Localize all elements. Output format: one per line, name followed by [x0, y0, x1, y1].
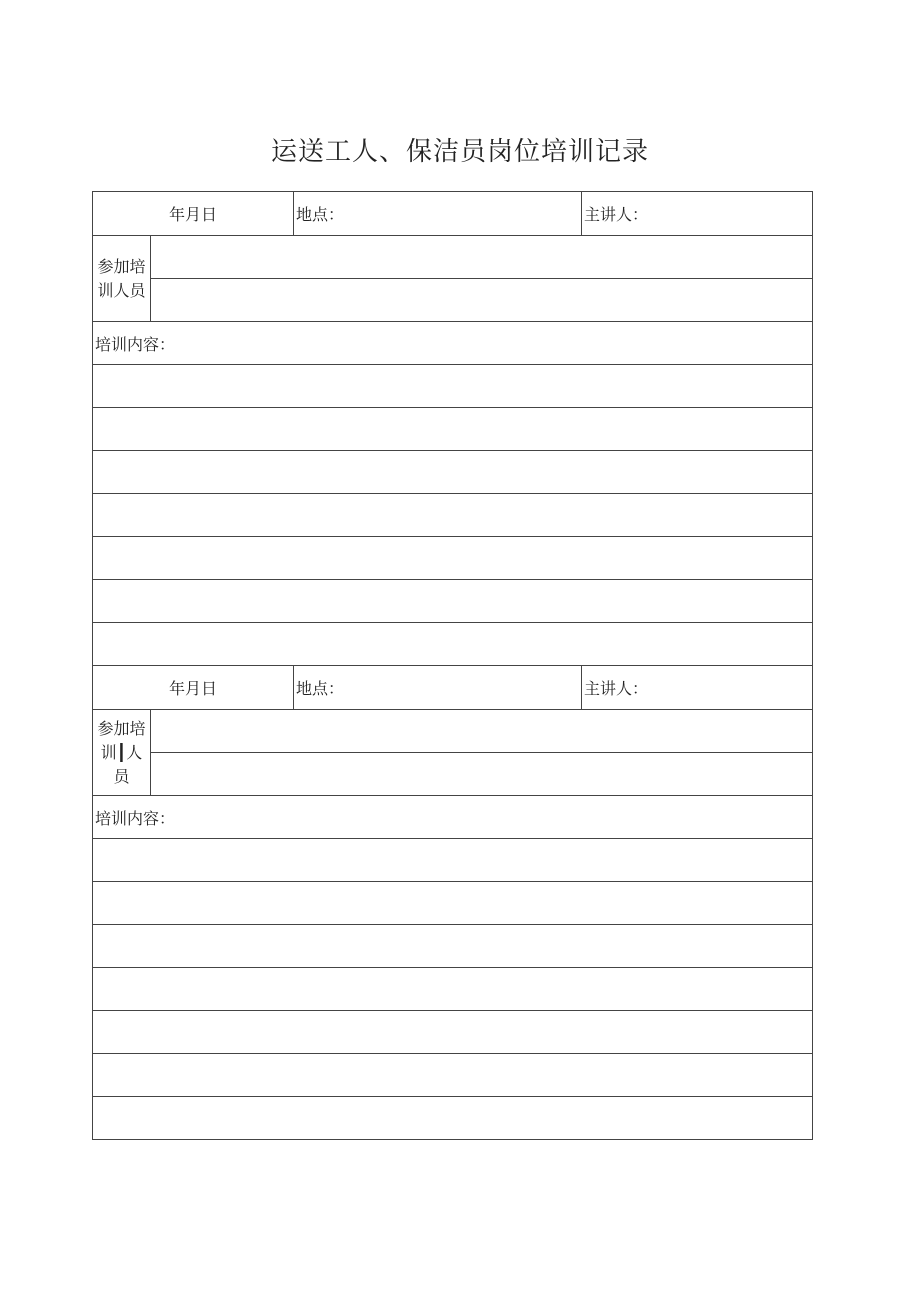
content-input-line[interactable] [93, 494, 813, 537]
content-line-row [93, 537, 813, 580]
training-record-form [92, 191, 812, 1140]
participants-input-line[interactable] [151, 236, 813, 279]
content-label: 培训内容： [93, 796, 813, 839]
content-input-line[interactable] [93, 1011, 813, 1054]
content-input-line[interactable] [93, 537, 813, 580]
content-line-row [93, 494, 813, 537]
content-line-row [93, 451, 813, 494]
participants-label [93, 236, 151, 322]
place-field[interactable]: 地点： [294, 192, 582, 236]
participants-row [93, 753, 813, 796]
content-line-row [93, 580, 813, 623]
participants-input-line[interactable] [151, 753, 813, 796]
content-label-row [93, 322, 813, 365]
participants-row [93, 236, 813, 279]
content-input-line[interactable] [93, 408, 813, 451]
content-input-line[interactable] [93, 925, 813, 968]
content-line-row [93, 623, 813, 666]
content-input-line[interactable] [93, 365, 813, 408]
content-line-row [93, 408, 813, 451]
content-input-line[interactable] [93, 1054, 813, 1097]
content-input-line[interactable] [93, 839, 813, 882]
date-field[interactable]: 年月日 [93, 192, 294, 236]
date-field[interactable]: 年月日 [93, 666, 294, 710]
content-line-row [93, 882, 813, 925]
participants-row [93, 279, 813, 322]
content-label: 培训内容： [93, 322, 813, 365]
content-line-row [93, 839, 813, 882]
content-input-line[interactable] [93, 968, 813, 1011]
content-line-row [93, 925, 813, 968]
participants-label-line2: 训┃人 [100, 742, 143, 762]
participants-label-line1: 参加培 [97, 718, 146, 738]
document-title: 运送工人、保洁员岗位培训记录 [270, 137, 649, 167]
content-line-row [93, 1054, 813, 1097]
content-input-line[interactable] [93, 580, 813, 623]
participants-label-line3: 员 [113, 766, 130, 786]
participants-input-line[interactable] [151, 279, 813, 322]
speaker-field[interactable]: 主讲人： [582, 192, 813, 236]
content-input-line[interactable] [93, 623, 813, 666]
header-row [93, 666, 813, 710]
content-line-row [93, 365, 813, 408]
content-input-line[interactable] [93, 882, 813, 925]
content-input-line[interactable] [93, 1097, 813, 1140]
content-label-row [93, 796, 813, 839]
header-row [93, 192, 813, 236]
participants-input-line[interactable] [151, 710, 813, 753]
content-input-line[interactable] [93, 451, 813, 494]
participants-row [93, 710, 813, 753]
content-line-row [93, 1097, 813, 1140]
content-line-row [93, 968, 813, 1011]
participants-label [93, 710, 151, 796]
speaker-field[interactable]: 主讲人： [582, 666, 813, 710]
place-field[interactable]: 地点： [294, 666, 582, 710]
participants-label-line1: 参加培 [97, 256, 146, 276]
participants-label-line2: 训人员 [97, 280, 146, 300]
training-record-table [92, 191, 813, 1140]
content-line-row [93, 1011, 813, 1054]
